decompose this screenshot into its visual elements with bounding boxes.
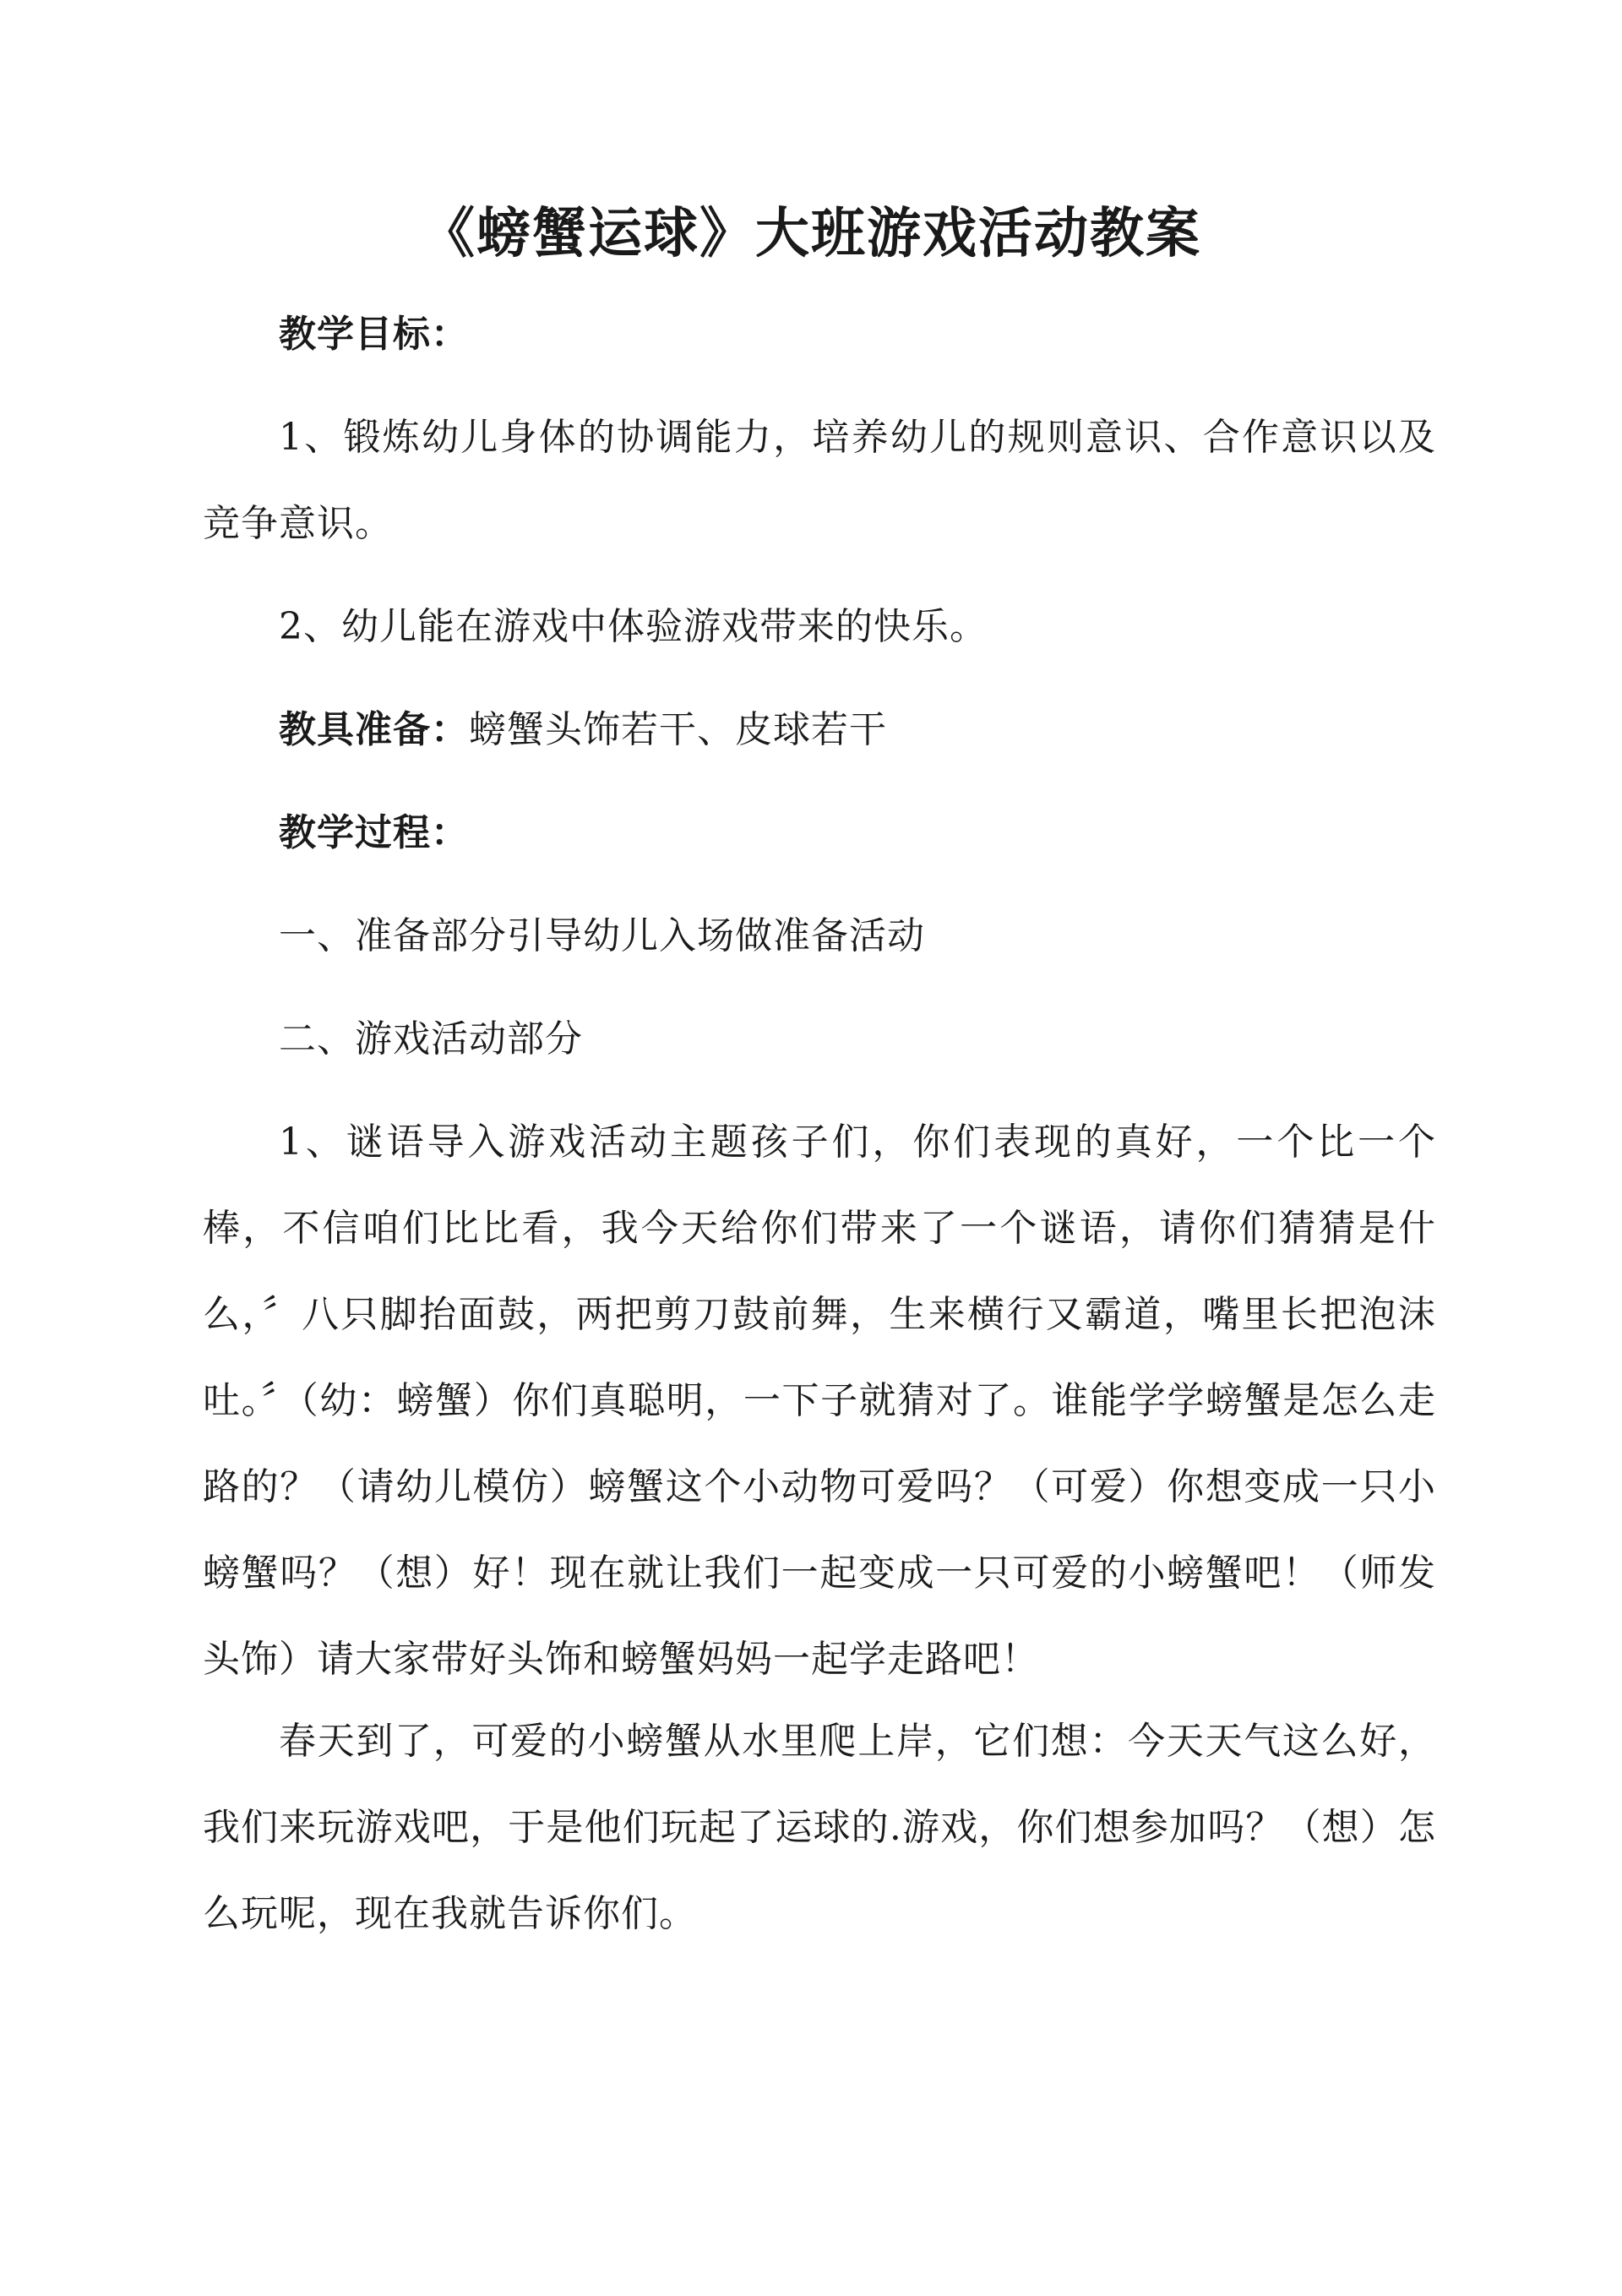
paragraph-label: 教具准备：: [279, 708, 469, 751]
paragraph-text: 1、谜语导入游戏活动主题孩子们，你们表现的真好，一个比一个棒，不信咱们比比看，我今天给你们带来了一个谜语，请你们猜猜是什么，〞八只脚抬面鼓，两把剪刀鼓前舞，生来横行又霸道，嘴里长把泡沫吐。〞（幼：螃蟹）你们真聪明，一下子就猜对了。谁能学学螃蟹是怎么走路的？（请幼儿模仿）螃蟹这个小动物可爱吗？（可爱）你想变成一只小螃蟹吗？（想）好！现在就让我们一起变成一只可爱的小螃蟹吧！（师发头饰）请大家带好头饰和螃蟹妈妈一起学走路吧！: [203, 1121, 1436, 1681]
story-paragraph: [203, 1699, 1436, 1957]
paragraph-label: 教学过程：: [279, 811, 469, 854]
paragraph-text: 一、准备部分引导幼儿入场做准备活动: [279, 914, 925, 957]
section-heading-teaching-process: [203, 790, 1436, 876]
process-step-1: [203, 893, 1436, 979]
goal-item-1: [203, 395, 1436, 567]
section-heading-teaching-goals: [203, 292, 1436, 378]
process-step-2: [203, 996, 1436, 1083]
document-title: 《螃蟹运球》大班游戏活动教案: [421, 202, 1201, 265]
paragraph-text: 春天到了，可爱的小螃蟹从水里爬上岸，它们想：今天天气这么好，我们来玩游戏吧，于是他们玩起了运球的.游戏，你们想参加吗？（想）怎么玩呢，现在我就告诉你们。: [203, 1720, 1436, 1935]
riddle-paragraph: [203, 1099, 1436, 1703]
paragraph-text: 2、幼儿能在游戏中体验游戏带来的快乐。: [279, 605, 988, 648]
paragraph-text: 螃蟹头饰若干、皮球若干: [469, 708, 887, 751]
goal-item-2: [203, 584, 1436, 670]
paragraph-text: 1、锻炼幼儿身体的协调能力，培养幼儿的规则意识、合作意识以及竞争意识。: [203, 416, 1436, 545]
paragraph-label: 教学目标：: [279, 313, 469, 356]
paragraph-text: 二、游戏活动部分: [279, 1017, 583, 1061]
materials-paragraph: [203, 687, 1436, 773]
